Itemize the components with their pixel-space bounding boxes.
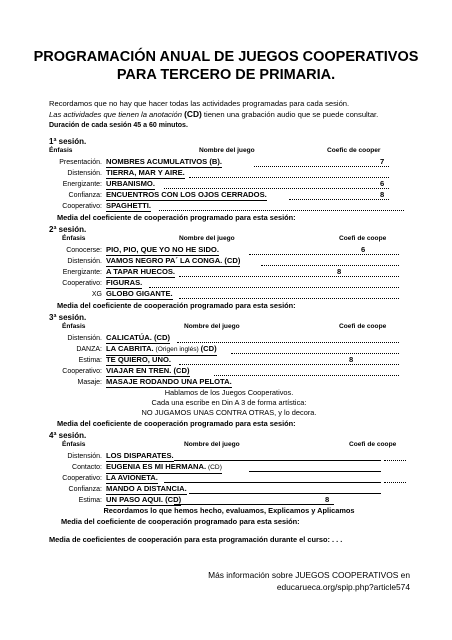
game-name: UN PASO AQUI. (CD) [106,495,182,504]
fill-line [189,176,389,178]
duration-note: Duración de cada sesión 45 a 60 minutos. [49,122,188,129]
column-headers [49,147,409,157]
fill-line [231,352,399,354]
game-name-main: EUGENIA ES MI HERMANA. [106,462,207,471]
row-label: Conocerse: [66,247,102,254]
game-name: FIGURAS. [106,278,143,287]
table-row [49,157,409,168]
game-name: TE QUIERO, UNO. [106,355,171,364]
cd-tag: (CD) [200,344,217,353]
game-name: MASAJE RODANDO UNA PELOTA. [106,377,232,386]
col-coefficient: Coefic de cooper [327,147,381,154]
table-row [49,201,409,212]
title-line-2: PARA TERCERO DE PRIMARIA. [116,67,336,83]
fill-line [249,470,381,472]
column-headers [49,235,409,245]
row-label: Estima: [78,357,102,364]
game-name: CALICATÚA. (CD) [106,333,170,342]
game-name: A TAPAR HUECOS. [106,267,176,276]
row-label: Presentación. [59,159,102,166]
row-label: DANZA: [76,346,102,353]
fill-line [179,275,399,277]
table-row [49,366,409,377]
row-label: Confianza: [68,192,102,199]
table-row [49,495,409,506]
table-row [49,484,409,495]
fill-line [179,363,399,365]
col-game-name: Nombre del juego [179,235,235,242]
session-media: Media del coeficiente de cooperación programado para esta sesión: [61,517,300,526]
session-heading: 1ª sesión. [49,137,87,146]
fill-line [289,198,389,200]
table-row [49,256,409,267]
game-name: VIAJAR EN TREN. (CD) [106,366,190,375]
cd-tag: (CD) [206,464,222,471]
row-label: Distensión. [67,170,102,177]
fill-line [164,187,389,189]
col-game-name: Nombre del juego [184,441,240,448]
note-line: Recordamos lo que hemos hecho, evaluamos, Explicamos y Aplicamos [103,506,355,515]
col-coefficient: Coefi de coope [339,235,387,242]
game-name: PIO, PIO, QUE YO NO HE SIDO. [106,245,219,254]
row-label: Masaje: [77,379,102,386]
coef-value: 6 [361,245,366,254]
col-emphasis: Énfasis [62,441,86,448]
fill-line [214,374,399,376]
fill-line [159,209,404,211]
intro-rest: tienen una grabación audio que se puede consultar. [201,110,379,119]
fill-line [149,286,399,288]
session-media: Media del coeficiente de cooperación programado para esta sesión: [57,419,296,428]
course-media: Media de coeficientes de cooperación para esta programación durante el curso: . . . [49,535,343,544]
title-line-1: PROGRAMACIÓN ANUAL DE JUEGOS COOPERATIVOS [33,49,419,65]
cd-note: (CD) [184,109,202,119]
fill-line [189,492,381,494]
row-label: Distensión. [67,335,102,342]
col-game-name: Nombre del juego [199,147,255,154]
fill-line [174,503,334,505]
note-line: Cada una escribe en Din A 3 de forma artística: [151,398,307,407]
row-label: Estima: [78,497,102,504]
coef-value: 6 [380,179,385,188]
coef-value: 8 [349,355,354,364]
row-label: Confianza: [68,486,102,493]
table-row [49,179,409,190]
col-emphasis: Énfasis [62,323,86,330]
game-name: TIERRA, MAR Y AIRE. [106,168,185,177]
col-coefficient: Coefi de coope [339,323,387,330]
game-name: VAMOS NEGRO PA´ LA CONGA. (CD) [106,256,241,265]
more-info-link[interactable]: educarueca.org/spip.php?article574 [276,582,410,592]
session-media: Media del coeficiente de cooperación programado para esta sesión: [57,213,296,222]
table-row [49,377,409,388]
row-label: Cooperativo: [62,203,102,210]
session-heading: 3ª sesión. [49,313,87,322]
note-line: Hablamos de los Juegos Cooperativos. [164,388,294,397]
table-row [49,267,409,278]
game-name: GLOBO GIGANTE. [106,289,173,298]
table-row [49,451,409,462]
fill-line [384,459,406,461]
coef-value: 7 [380,157,385,166]
table-row [49,355,409,366]
fill-line [384,481,406,483]
table-row [49,245,409,256]
table-row [49,168,409,179]
fill-line [164,481,381,483]
fill-line [249,253,399,255]
session-heading: 2ª sesión. [49,225,87,234]
game-name: ENCUENTROS CON LOS OJOS CERRADOS. [106,190,267,199]
table-row [49,289,409,300]
table-row [49,344,409,355]
session-2 [49,224,409,311]
table-row [49,473,409,484]
row-label: Contacto: [72,464,102,471]
session-4 [49,430,409,527]
fill-line [179,297,399,299]
row-label: XG [91,291,102,298]
intro-line-1: Recordamos que no hay que hacer todas las actividades programadas para cada sesión. [49,99,350,108]
col-emphasis: Énfasis [49,147,73,154]
col-coefficient: Coefi de coope [349,441,397,448]
game-name: LOS DISPARATES. [106,451,174,460]
session-heading: 4ª sesión. [49,431,87,440]
game-name: URBANISMO. [106,179,155,188]
game-name: SPAGHETTI. [106,201,152,210]
fill-line [254,165,389,167]
game-origin: (Origen inglés) [153,346,201,353]
fill-line [174,459,381,461]
row-label: Energizante: [62,269,102,276]
more-info [208,569,410,593]
session-3 [49,312,409,429]
row-label: Cooperativo: [62,475,102,482]
intro-italic: Las actividades que tienen la anotación [49,110,185,119]
game-name-main: LA CABRITA. [106,344,154,353]
table-row [49,462,409,473]
row-label: Distensión. [67,258,102,265]
coef-value: 8 [325,495,330,504]
coef-value: 8 [337,267,342,276]
row-label: Cooperativo: [62,368,102,375]
game-name: LA AVIONETA. [106,473,158,482]
row-label: Distensión. [67,453,102,460]
fill-line [177,341,399,343]
col-game-name: Nombre del juego [184,323,240,330]
coef-value: 8 [380,190,385,199]
column-headers [49,441,409,451]
table-row [49,278,409,289]
session-1 [49,136,409,223]
note-line: NO JUGAMOS UNAS CONTRA OTRAS, y lo decora. [141,408,317,417]
session-media: Media del coeficiente de cooperación programado para esta sesión: [57,301,296,310]
column-headers [49,323,409,333]
table-row [49,333,409,344]
more-info-line-1: Más información sobre JUEGOS COOPERATIVOS en [208,570,410,580]
intro-line-2 [49,109,378,120]
page-title [20,48,432,84]
row-label: Cooperativo: [62,280,102,287]
game-name: NOMBRES ACUMULATIVOS (B). [106,157,223,166]
row-label: Energizante: [62,181,102,188]
fill-line [261,264,399,266]
col-emphasis: Énfasis [62,235,86,242]
table-row [49,190,409,201]
game-name: MANDO A DISTANCIA. [106,484,187,493]
